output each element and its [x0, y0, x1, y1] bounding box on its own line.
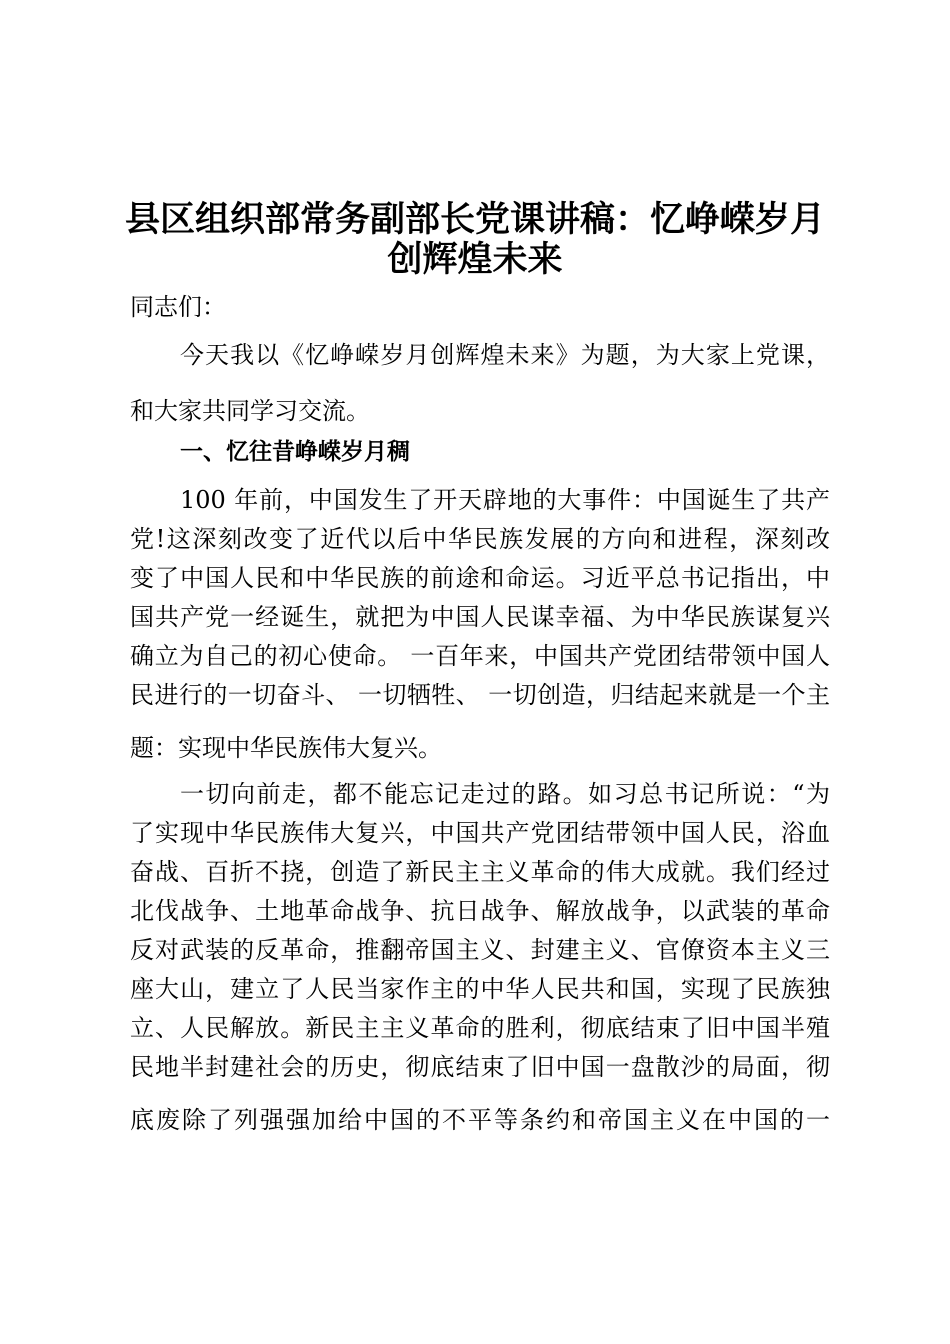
paragraph-line: 党!这深刻改变了近代以后中华民族发展的方向和进程，深刻改: [130, 525, 830, 553]
paragraph-line: 底废除了列强强加给中国的不平等条约和帝国主义在中国的一: [130, 1106, 830, 1134]
paragraph-line: 民进行的一切奋斗、 一切牺牲、 一切创造，归结起来就是一个主: [130, 681, 830, 709]
section-heading: 一、忆往昔峥嵘岁月稠: [180, 439, 410, 465]
paragraph-line: 国共产党一经诞生，就把为中国人民谋幸福、为中华民族谋复兴: [130, 603, 830, 631]
document-title-line-2: 创辉煌未来: [387, 240, 563, 280]
paragraph-line: 100 年前，中国发生了开天辟地的大事件：中国诞生了共产: [180, 486, 830, 514]
intro-line: 今天我以《忆峥嵘岁月创辉煌未来》为题，为大家上党课，: [180, 341, 830, 369]
paragraph-line: 反对武装的反革命，推翻帝国主义、封建主义、官僚资本主义三: [130, 936, 830, 964]
paragraph-line: 民地半封建社会的历史，彻底结束了旧中国一盘散沙的局面，彻: [130, 1053, 830, 1081]
paragraph-line: 座大山，建立了人民当家作主的中华人民共和国，实现了民族独: [130, 975, 830, 1003]
paragraph-line: 确立为自己的初心使命。 一百年来，中国共产党团结带领中国人: [130, 642, 830, 670]
paragraph-line: 立、人民解放。新民主主义革命的胜利，彻底结束了旧中国半殖: [130, 1014, 830, 1042]
paragraph-line: 一切向前走，都不能忘记走过的路。如习总书记所说：“为: [180, 780, 830, 808]
paragraph-line: 北伐战争、土地革命战争、抗日战争、解放战争，以武装的革命: [130, 897, 830, 925]
document-title-line-1: 县区组织部常务副部长党课讲稿：忆峥嵘岁月: [124, 200, 825, 240]
paragraph-line: 奋战、百折不挠，创造了新民主主义革命的伟大成就。我们经过: [130, 858, 830, 886]
paragraph-line: 了实现中华民族伟大复兴，中国共产党团结带领中国人民，浴血: [130, 819, 830, 847]
intro-line: 和大家共同学习交流。: [130, 397, 370, 425]
paragraph-line: 题：实现中华民族伟大复兴。: [130, 734, 442, 762]
paragraph-line: 变了中国人民和中华民族的前途和命运。习近平总书记指出，中: [130, 564, 830, 592]
salutation: 同志们：: [130, 293, 226, 321]
